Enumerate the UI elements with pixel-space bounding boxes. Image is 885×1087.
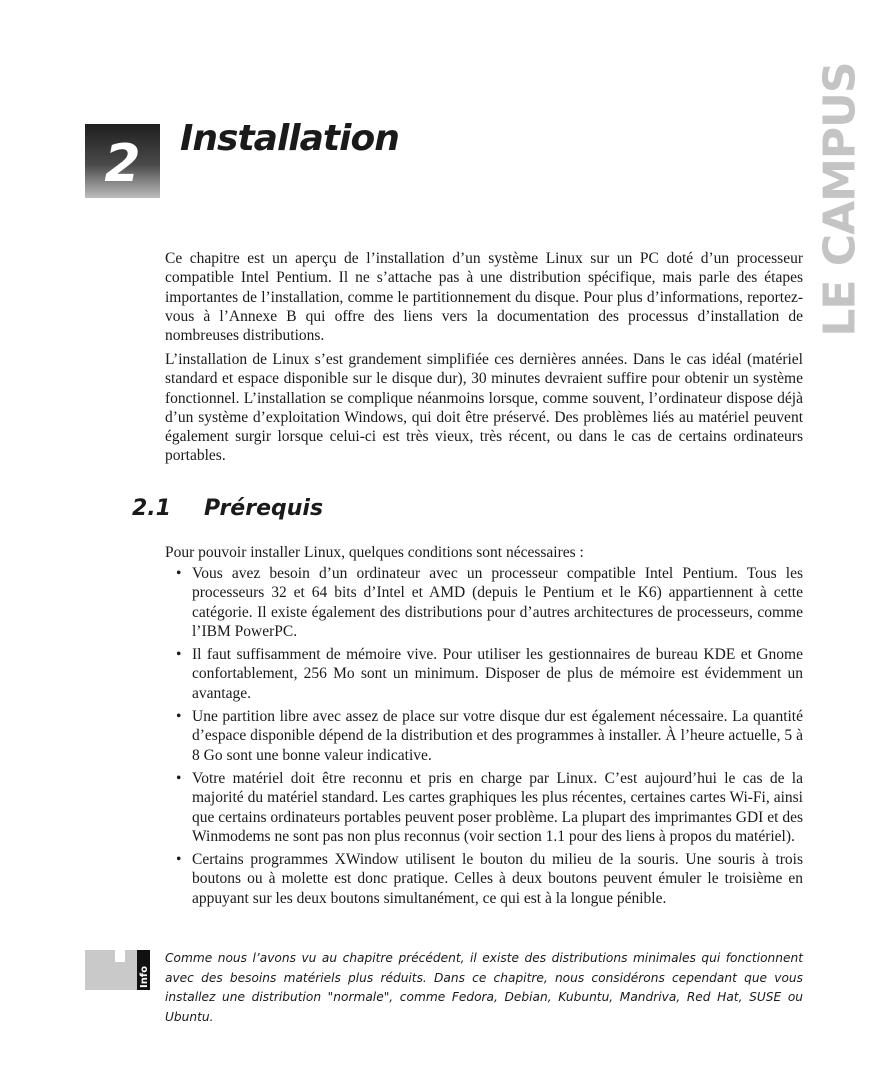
campus-text: LE CAMPUS xyxy=(814,62,866,337)
section-number: 2.1 xyxy=(132,496,171,521)
list-item: • Votre matériel doit être reconnu et pris en charge par Linux. C’est aujourd’hui le cas de la majorité du matériel standard. Les cartes graphiques les plus récentes, certaines cartes Wi-Fi, ainsi que certains ordinateurs portables peuvent poser problème. La plupart des imprimantes GDI et des Winmodems ne sont pas non plus reconnus (voir section 1.1 pour des liens à propos du matériel). xyxy=(175,769,803,846)
list-item: • Vous avez besoin d’un ordinateur avec un processeur compatible Intel Pentium. Tous les processeurs 32 et 64 bits d’Intel et AMD (depuis le Pentium et le K6) appartiennent à cette catégorie. Il existe également des distributions pour d’autres architectures de processeurs, comme l’IBM PowerPC. xyxy=(175,564,803,641)
list-item: • Certains programmes XWindow utilisent le bouton du milieu de la souris. Une souris à trois boutons ou à molette est donc pratique. Celles à deux boutons peuvent émuler le troisième en appuyant sur les deux boutons simultanément, ce qui est à la longue pénible. xyxy=(175,850,803,908)
chapter-number-box xyxy=(85,124,160,198)
section-title: Prérequis xyxy=(204,496,324,521)
intro-paragraph: Ce chapitre est un aperçu de l’installation d’un système Linux sur un PC doté d’un processeur compatible Intel Pentium. Il ne s’attache pas à une distribution spécifique, mais parle des étapes importantes de l’installation, comme le partitionnement du disque. Pour plus d’informations, reportez-vous à l’Annexe B qui offre des liens vers la documentation des processus d’installation de nombreuses distributions. xyxy=(165,250,803,345)
info-icon-label: Info xyxy=(139,965,150,988)
info-icon xyxy=(85,948,151,994)
list-item: • Il faut suffisamment de mémoire vive. Pour utiliser les gestionnaires de bureau KDE et Gnome confortablement, 256 Mo sont un minimum. Disposer de plus de mémoire est évidemment un avantage. xyxy=(175,645,803,703)
sidebar-campus-label xyxy=(814,62,866,337)
chapter-title: Installation xyxy=(180,118,399,159)
list-item: • Une partition libre avec assez de place sur votre disque dur est également nécessaire. La quantité d’espace disponible dépend de la distribution et des programmes à installer. À l’heure actuelle, 5 à 8 Go sont une bonne valeur indicative. xyxy=(175,707,803,765)
intro-paragraph: L’installation de Linux s’est grandement simplifiée ces dernières années. Dans le cas idéal (matériel standard et espace disponible sur le disque dur), 30 minutes devraient suffire pour obtenir un système fonctionnel. L’installation se complique néanmoins lorsque, comme souvent, l’ordinateur dispose déjà d’un système d’exploitation Windows, qui doit être préservé. Des problèmes liés au matériel peuvent également surgir lorsque celui-ci est très vieux, très récent, ou dans le cas de certains ordinateurs portables. xyxy=(165,351,803,465)
info-icon-graphic xyxy=(85,948,151,994)
section-intro: Pour pouvoir installer Linux, quelques conditions sont nécessaires : xyxy=(165,544,584,561)
info-note: Comme nous l’avons vu au chapitre précédent, il existe des distributions minimales qui fonctionnent avec des besoins matériels plus réduits. Dans ce chapitre, nous considérons cependant que vous installez une distribution "normale", comme Fedora, Debian, Kubuntu, Mandriva, Red Hat, SUSE ou Ubuntu. xyxy=(165,951,803,1024)
chapter-number: 2 xyxy=(104,134,141,194)
prerequisites-list xyxy=(175,564,803,912)
